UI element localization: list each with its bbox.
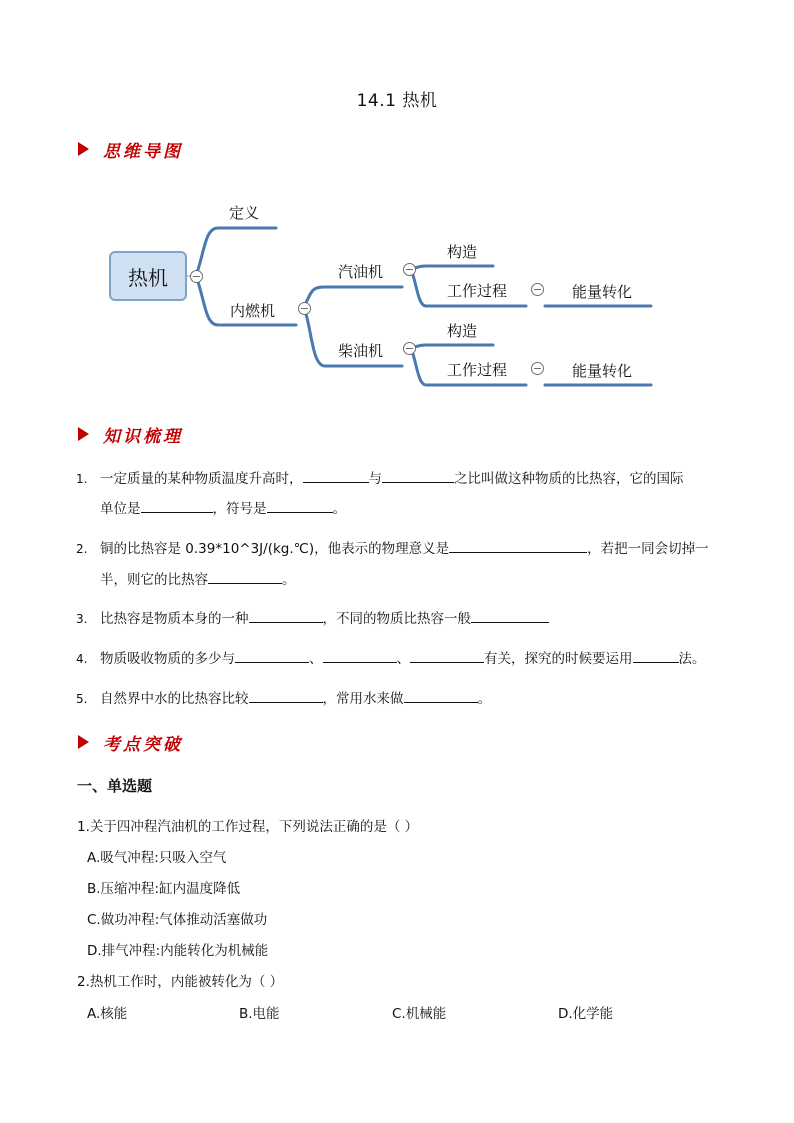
node-definition[interactable]: 定义 xyxy=(229,204,260,222)
mind-map-connectors xyxy=(0,0,794,420)
node-diesel-engine[interactable]: 柴油机 xyxy=(338,342,384,360)
collapse-icon[interactable] xyxy=(403,263,416,276)
knowledge-item-1-cont: 单位是 ，符号是 。 xyxy=(100,498,346,519)
blank[interactable] xyxy=(235,648,309,663)
node-structure[interactable]: 构造 xyxy=(447,243,478,261)
blank[interactable] xyxy=(449,538,587,553)
section-header-breakthrough xyxy=(78,729,183,755)
node-energy-conversion[interactable]: 能量转化 xyxy=(572,362,633,380)
collapse-icon[interactable] xyxy=(403,342,416,355)
question-stem: 1.关于四冲程汽油机的工作过程，下列说法正确的是（ ） xyxy=(77,819,419,835)
blank[interactable] xyxy=(382,468,454,483)
knowledge-item-3: 3. 比热容是物质本身的一种 ，不同的物质比热容一般 xyxy=(76,608,549,629)
node-working-process[interactable]: 工作过程 xyxy=(447,361,508,379)
knowledge-item-1: 1. 一定质量的某种物质温度升高时， 与 之比叫做这种物质的比热容，它的国际 xyxy=(76,468,684,489)
blank[interactable] xyxy=(410,648,484,663)
mind-map-root-node[interactable]: 热机 xyxy=(109,251,187,301)
collapse-icon[interactable] xyxy=(531,283,544,296)
option-b[interactable]: B.电能 xyxy=(239,1006,280,1022)
option-a[interactable]: A.核能 xyxy=(87,1006,128,1022)
blank[interactable] xyxy=(323,648,397,663)
section-title: 思维导图 xyxy=(103,141,183,162)
blank[interactable] xyxy=(471,608,549,623)
blank[interactable] xyxy=(303,468,369,483)
collapse-icon[interactable] xyxy=(298,302,311,315)
option-b[interactable]: B.压缩冲程:缸内温度降低 xyxy=(87,881,241,897)
knowledge-item-5: 5. 自然界中水的比热容比较 ，常用水来做 。 xyxy=(76,688,491,709)
node-working-process[interactable]: 工作过程 xyxy=(447,282,508,300)
section-title: 考点突破 xyxy=(103,734,183,755)
option-c[interactable]: C.机械能 xyxy=(392,1006,447,1022)
blank[interactable] xyxy=(249,688,323,703)
blank[interactable] xyxy=(249,608,323,623)
arrow-bullet-icon xyxy=(78,427,89,441)
question-stem: 2.热机工作时，内能被转化为（ ） xyxy=(77,974,284,990)
section-header-knowledge xyxy=(78,421,183,447)
arrow-bullet-icon xyxy=(78,735,89,749)
blank[interactable] xyxy=(404,688,478,703)
option-a[interactable]: A.吸气冲程:只吸入空气 xyxy=(87,850,227,866)
option-c[interactable]: C.做功冲程:气体推动活塞做功 xyxy=(87,912,268,928)
knowledge-item-2: 2. 铜的比热容是 0.39*10^3J/(kg.℃)，他表示的物理意义是 ，若把一同会切掉一 xyxy=(76,538,709,559)
page-title: 14.1 热机 xyxy=(356,91,438,111)
knowledge-item-4: 4. 物质吸收物质的多少与 、 、 有关，探究的时候要运用 法。 xyxy=(76,648,706,669)
blank[interactable] xyxy=(141,498,213,513)
node-structure[interactable]: 构造 xyxy=(447,322,478,340)
knowledge-item-2-cont: 半，则它的比热容 。 xyxy=(100,569,296,590)
blank[interactable] xyxy=(633,648,679,663)
blank[interactable] xyxy=(208,569,282,584)
option-d[interactable]: D.排气冲程:内能转化为机械能 xyxy=(87,943,269,959)
node-ice[interactable]: 内燃机 xyxy=(230,302,276,320)
collapse-icon[interactable] xyxy=(190,270,203,283)
section-title: 知识梳理 xyxy=(103,426,183,447)
node-gasoline-engine[interactable]: 汽油机 xyxy=(338,263,384,281)
option-d[interactable]: D.化学能 xyxy=(558,1006,614,1022)
subsection-title: 一、单选题 xyxy=(77,777,153,795)
blank[interactable] xyxy=(267,498,333,513)
node-energy-conversion[interactable]: 能量转化 xyxy=(572,283,633,301)
collapse-icon[interactable] xyxy=(531,362,544,375)
